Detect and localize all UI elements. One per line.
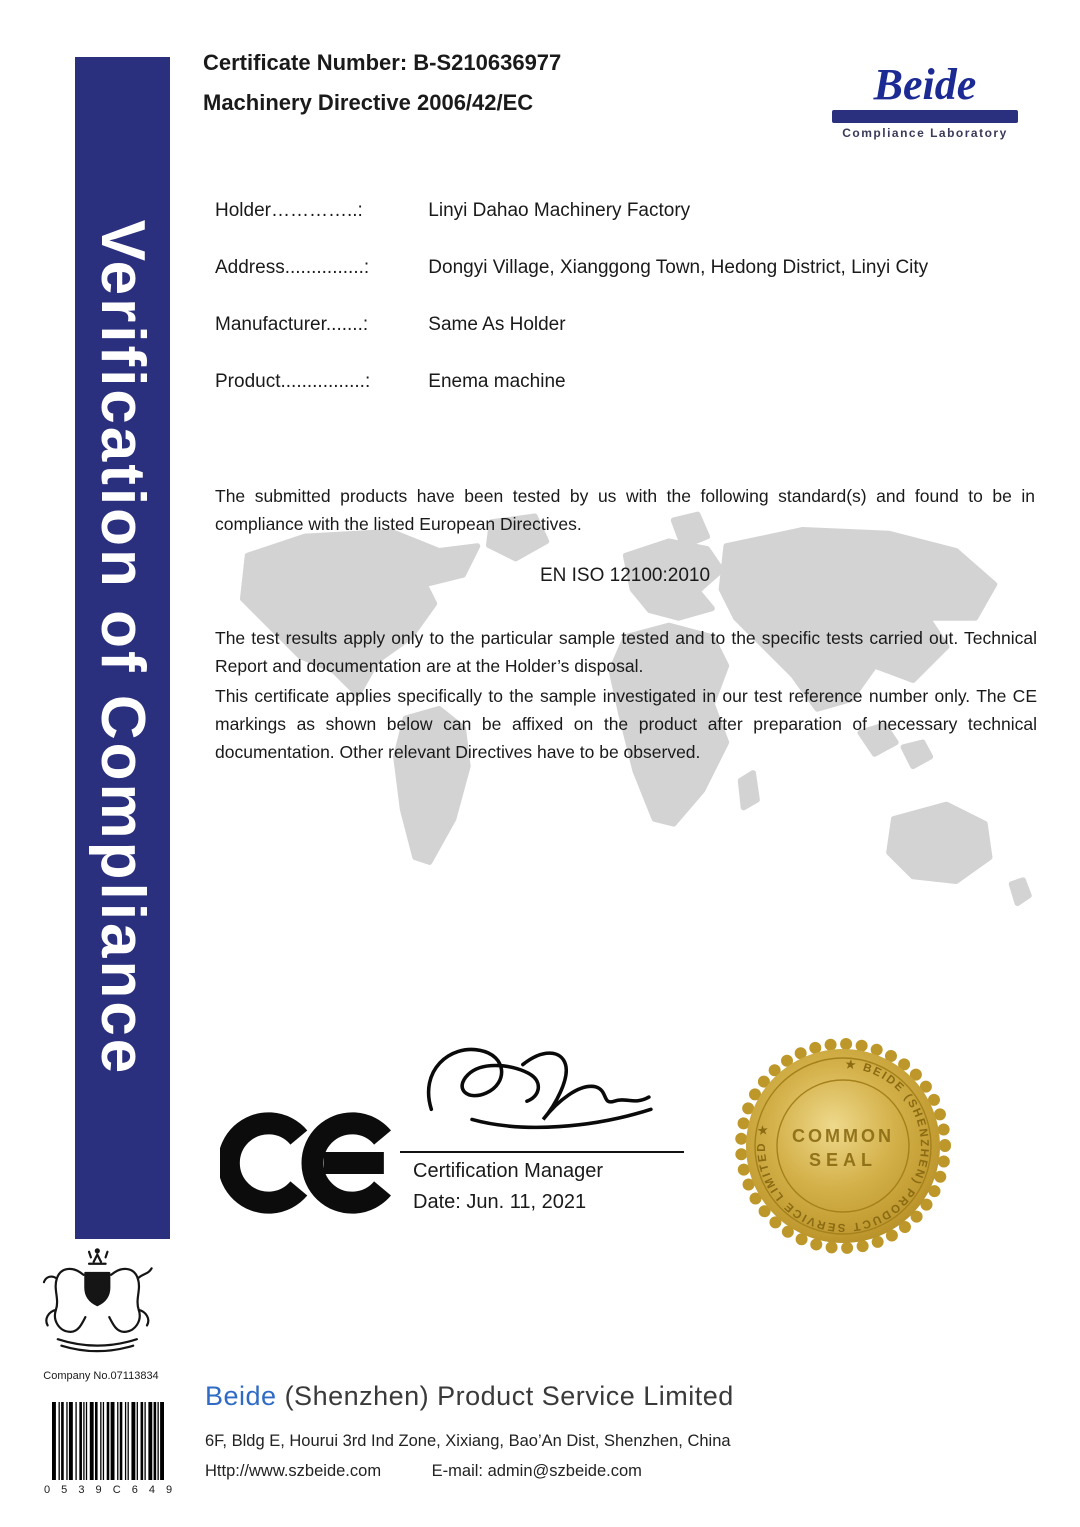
footer-company-name-rest: (Shenzhen) Product Service Limited: [276, 1381, 734, 1411]
seal-text-line2: SEAL: [808, 1150, 878, 1170]
royal-coat-of-arms: [32, 1246, 170, 1368]
field-address: [215, 257, 1045, 279]
beide-logo-wordmark: Beide: [873, 60, 977, 109]
conditions-block: [215, 624, 1037, 768]
field-manufacturer: [215, 314, 1045, 336]
certificate-number: Certificate Number: B-S210636977: [203, 50, 562, 75]
beide-logo-bar: [832, 110, 1018, 123]
beide-logo: [830, 62, 1020, 140]
gold-seal: [735, 1038, 951, 1254]
field-holder-label: Holder…………..:: [215, 200, 363, 221]
signature-scribble: [398, 1030, 668, 1152]
barcode: [52, 1402, 164, 1480]
conditions-paragraph-2: This certificate applies specifically to the sample investigated in our test reference number only. The CE markings as shown below can be affixed on the product after preparation of necessary technical documentation. Other relevant Directives have to be observed.: [215, 686, 1037, 762]
directive-title: Machinery Directive 2006/42/EC: [203, 90, 534, 115]
signature-date: Date: Jun. 11, 2021: [413, 1191, 587, 1213]
conditions-paragraph-1: The test results apply only to the particular sample tested and to the specific tests carried out. Technical Report and documentation are at the Holder’s disposal.: [215, 628, 1037, 676]
footer-contact-line: [205, 1462, 642, 1481]
field-product-label: Product................:: [215, 371, 371, 392]
footer-address: 6F, Bldg E, Hourui 3rd Ind Zone, Xixiang, Bao’An Dist, Shenzhen, China: [205, 1432, 731, 1450]
barcode-digits: 0 5 3 9 C 6 4 9: [44, 1484, 177, 1496]
field-address-value: Dongyi Village, Xianggong Town, Hedong District, Linyi City: [428, 257, 929, 278]
footer-company-name: [205, 1381, 734, 1412]
seal-ring-text: ★ BEIDE (SHENZHEN) PRODUCT SERVICE LIMITED ★: [755, 1058, 931, 1234]
footer-website: Http://www.szbeide.com: [205, 1462, 382, 1480]
intro-paragraph: The submitted products have been tested by us with the following standard(s) and found to be in compliance with the listed European Directives.: [215, 486, 1035, 535]
footer-email: E-mail: admin@szbeide.com: [431, 1462, 642, 1480]
banner-title: Verification of Compliance: [88, 219, 157, 1077]
beide-logo-subtitle: Compliance Laboratory: [842, 126, 1008, 140]
signer-title: Certification Manager: [413, 1160, 604, 1182]
vertical-banner: [75, 57, 170, 1239]
field-product: [215, 371, 1045, 393]
field-product-value: Enema machine: [428, 371, 566, 392]
seal-text-line1: COMMON: [792, 1126, 894, 1146]
field-manufacturer-value: Same As Holder: [428, 314, 566, 335]
footer-company-name-beide: Beide: [205, 1381, 277, 1411]
standard-reference: EN ISO 12100:2010: [539, 565, 711, 586]
field-holder: [215, 200, 1045, 222]
field-holder-value: Linyi Dahao Machinery Factory: [428, 200, 691, 221]
field-address-label: Address...............:: [215, 257, 370, 278]
signature-line: [400, 1151, 684, 1153]
ce-mark: [220, 1110, 405, 1216]
company-number: Company No.07113834: [43, 1370, 159, 1382]
field-manufacturer-label: Manufacturer.......:: [215, 314, 369, 335]
